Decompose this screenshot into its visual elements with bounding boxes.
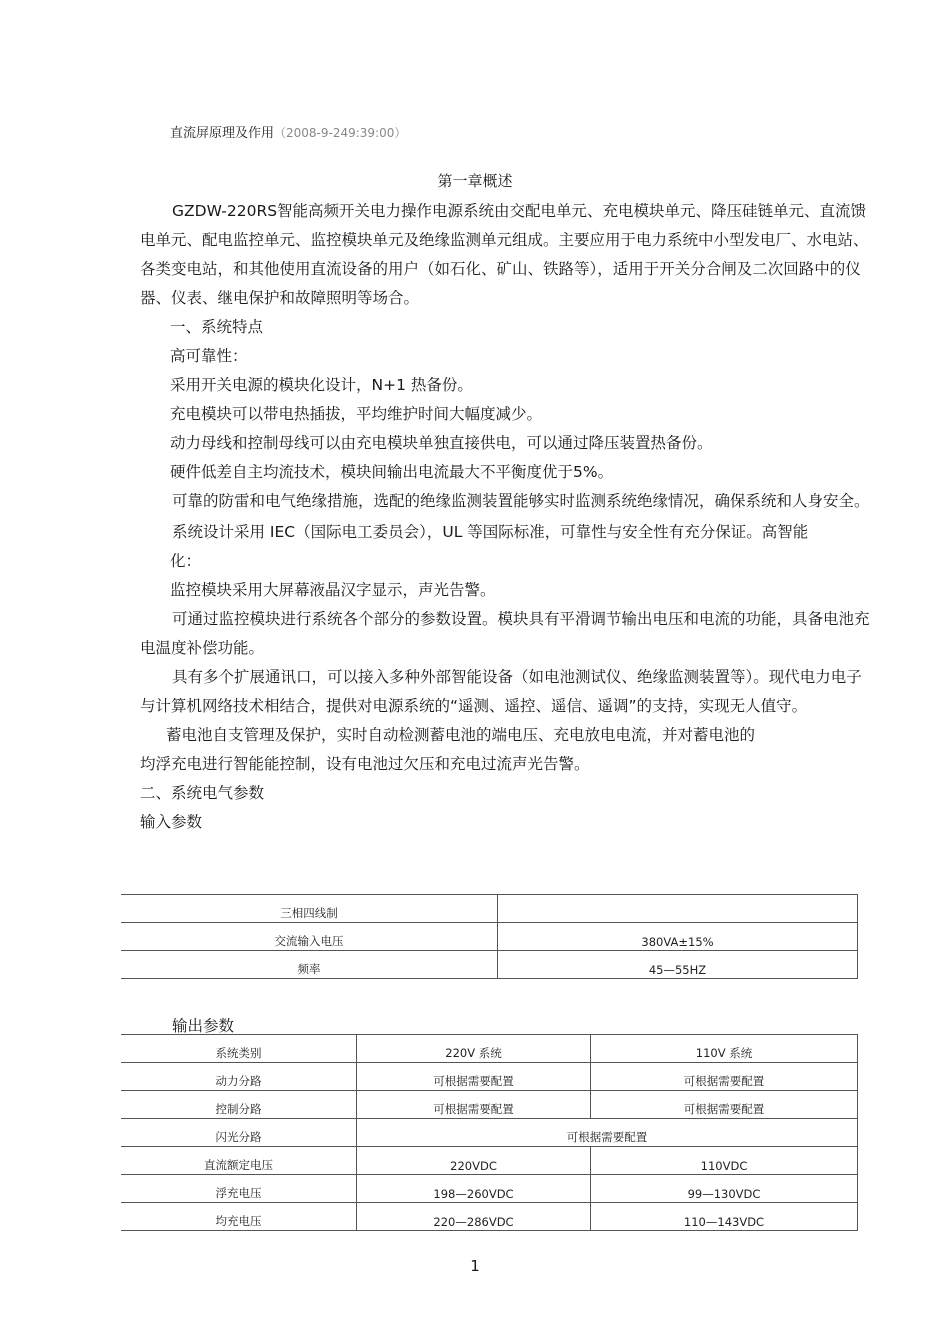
table-row xyxy=(121,1119,858,1147)
table-cell: 380VA±15% xyxy=(498,923,858,951)
feature-item-continued: 均浮充电进行智能能控制，设有电池过欠压和充电过流声光告警。 xyxy=(140,755,590,773)
table-header-cell: 系统类别 xyxy=(121,1035,357,1063)
feature-item: 采用开关电源的模块化设计，N+1 热备份。 xyxy=(170,376,473,394)
table-cell: 均充电压 xyxy=(121,1203,357,1231)
table-cell: 可根据需要配置 xyxy=(591,1063,858,1091)
table-cell: 220VDC xyxy=(357,1147,591,1175)
table-header-cell: 110V 系统 xyxy=(591,1035,858,1063)
table-cell: 闪光分路 xyxy=(121,1119,357,1147)
output-params-title: 输出参数 xyxy=(172,1017,235,1035)
feature-item: 动力母线和控制母线可以由充电模块单独直接供电，可以通过降压装置热备份。 xyxy=(170,434,713,452)
table-header-cell: 220V 系统 xyxy=(357,1035,591,1063)
table-cell: 交流输入电压 xyxy=(121,923,498,951)
section-heading-features: 一、系统特点 xyxy=(170,318,264,336)
table-cell: 198—260VDC xyxy=(357,1175,591,1203)
header-timestamp: （2008-9-249:39:00） xyxy=(274,126,407,140)
feature-item: 监控模块采用大屏幕液晶汉字显示，声光告警。 xyxy=(170,581,496,599)
table-cell: 可根据需要配置 xyxy=(591,1091,858,1119)
input-params-title: 输入参数 xyxy=(140,813,203,831)
page-number: 1 xyxy=(470,1257,480,1275)
table-cell: 110VDC xyxy=(591,1147,858,1175)
table-row xyxy=(121,923,858,951)
table-cell xyxy=(498,895,858,923)
feature-item: 蓄电池自支管理及保护，实时自动检测蓄电池的端电压、充电放电电流，并对蓄电池的 xyxy=(166,726,756,744)
feature-item: 可靠的防雷和电气绝缘措施，选配的绝缘监测装置能够实时监测系统绝缘情况，确保系统和人身安全。 xyxy=(172,492,870,510)
feature-item: 硬件低差自主均流技术，模块间输出电流最大不平衡度优于5%。 xyxy=(170,463,614,481)
feature-item: 可通过监控模块进行系统各个部分的参数设置。模块具有平滑调节输出电压和电流的功能，具备电池充电温度补偿功能。 xyxy=(140,610,870,657)
table-cell: 220—286VDC xyxy=(357,1203,591,1231)
output-params-table xyxy=(121,1034,858,1231)
table-row xyxy=(121,951,858,979)
table-cell: 99—130VDC xyxy=(591,1175,858,1203)
document-header xyxy=(170,122,406,141)
chapter-title: 第一章概述 xyxy=(437,172,513,190)
table-cell: 可根据需要配置 xyxy=(357,1063,591,1091)
table-row xyxy=(121,1203,858,1231)
table-header-row xyxy=(121,1035,858,1063)
subheading-intelligence: 化： xyxy=(170,552,202,570)
table-cell: 直流额定电压 xyxy=(121,1147,357,1175)
table-cell: 110—143VDC xyxy=(591,1203,858,1231)
table-row xyxy=(121,1175,858,1203)
table-cell: 控制分路 xyxy=(121,1091,357,1119)
table-cell: 可根据需要配置 xyxy=(357,1091,591,1119)
table-row xyxy=(121,1147,858,1175)
table-row xyxy=(121,1091,858,1119)
table-cell: 三相四线制 xyxy=(121,895,498,923)
feature-item: 具有多个扩展通讯口，可以接入多种外部智能设备（如电池测试仪、绝缘监测装置等）。现代电力电子与计算机网络技术相结合，提供对电源系统的“遥测、遥控、遥信、遥调”的支持，实现无人值守。 xyxy=(140,668,862,715)
input-params-table xyxy=(121,894,858,979)
feature-item: 系统设计采用 IEC（国际电工委员会），UL 等国际标准，可靠性与安全性有充分保证。高智能 xyxy=(172,523,809,541)
table-row xyxy=(121,895,858,923)
table-cell: 可根据需要配置 xyxy=(357,1119,858,1147)
intro-paragraph: GZDW-220RS智能高频开关电力操作电源系统由交配电单元、充电模块单元、降压硅链单元、直流馈电单元、配电监控单元、监控模块单元及绝缘监测单元组成。主要应用于电力系统中小型发电厂、水电站、各类变电站，和其他使用直流设备的用户（如石化、矿山、铁路等），适用于开关分合闸及二次回路中的仪器、仪表、继电保护和故障照明等场合。 xyxy=(140,202,869,307)
section-heading-params: 二、系统电气参数 xyxy=(140,784,265,802)
feature-item: 充电模块可以带电热插拔，平均维护时间大幅度减少。 xyxy=(170,405,543,423)
table-cell: 浮充电压 xyxy=(121,1175,357,1203)
body-text xyxy=(140,197,875,837)
table-cell: 频率 xyxy=(121,951,498,979)
table-row xyxy=(121,1063,858,1091)
table-cell: 45—55HZ xyxy=(498,951,858,979)
table-cell: 动力分路 xyxy=(121,1063,357,1091)
header-title: 直流屏原理及作用 xyxy=(170,126,275,141)
subheading-high-reliability: 高可靠性： xyxy=(170,347,248,365)
